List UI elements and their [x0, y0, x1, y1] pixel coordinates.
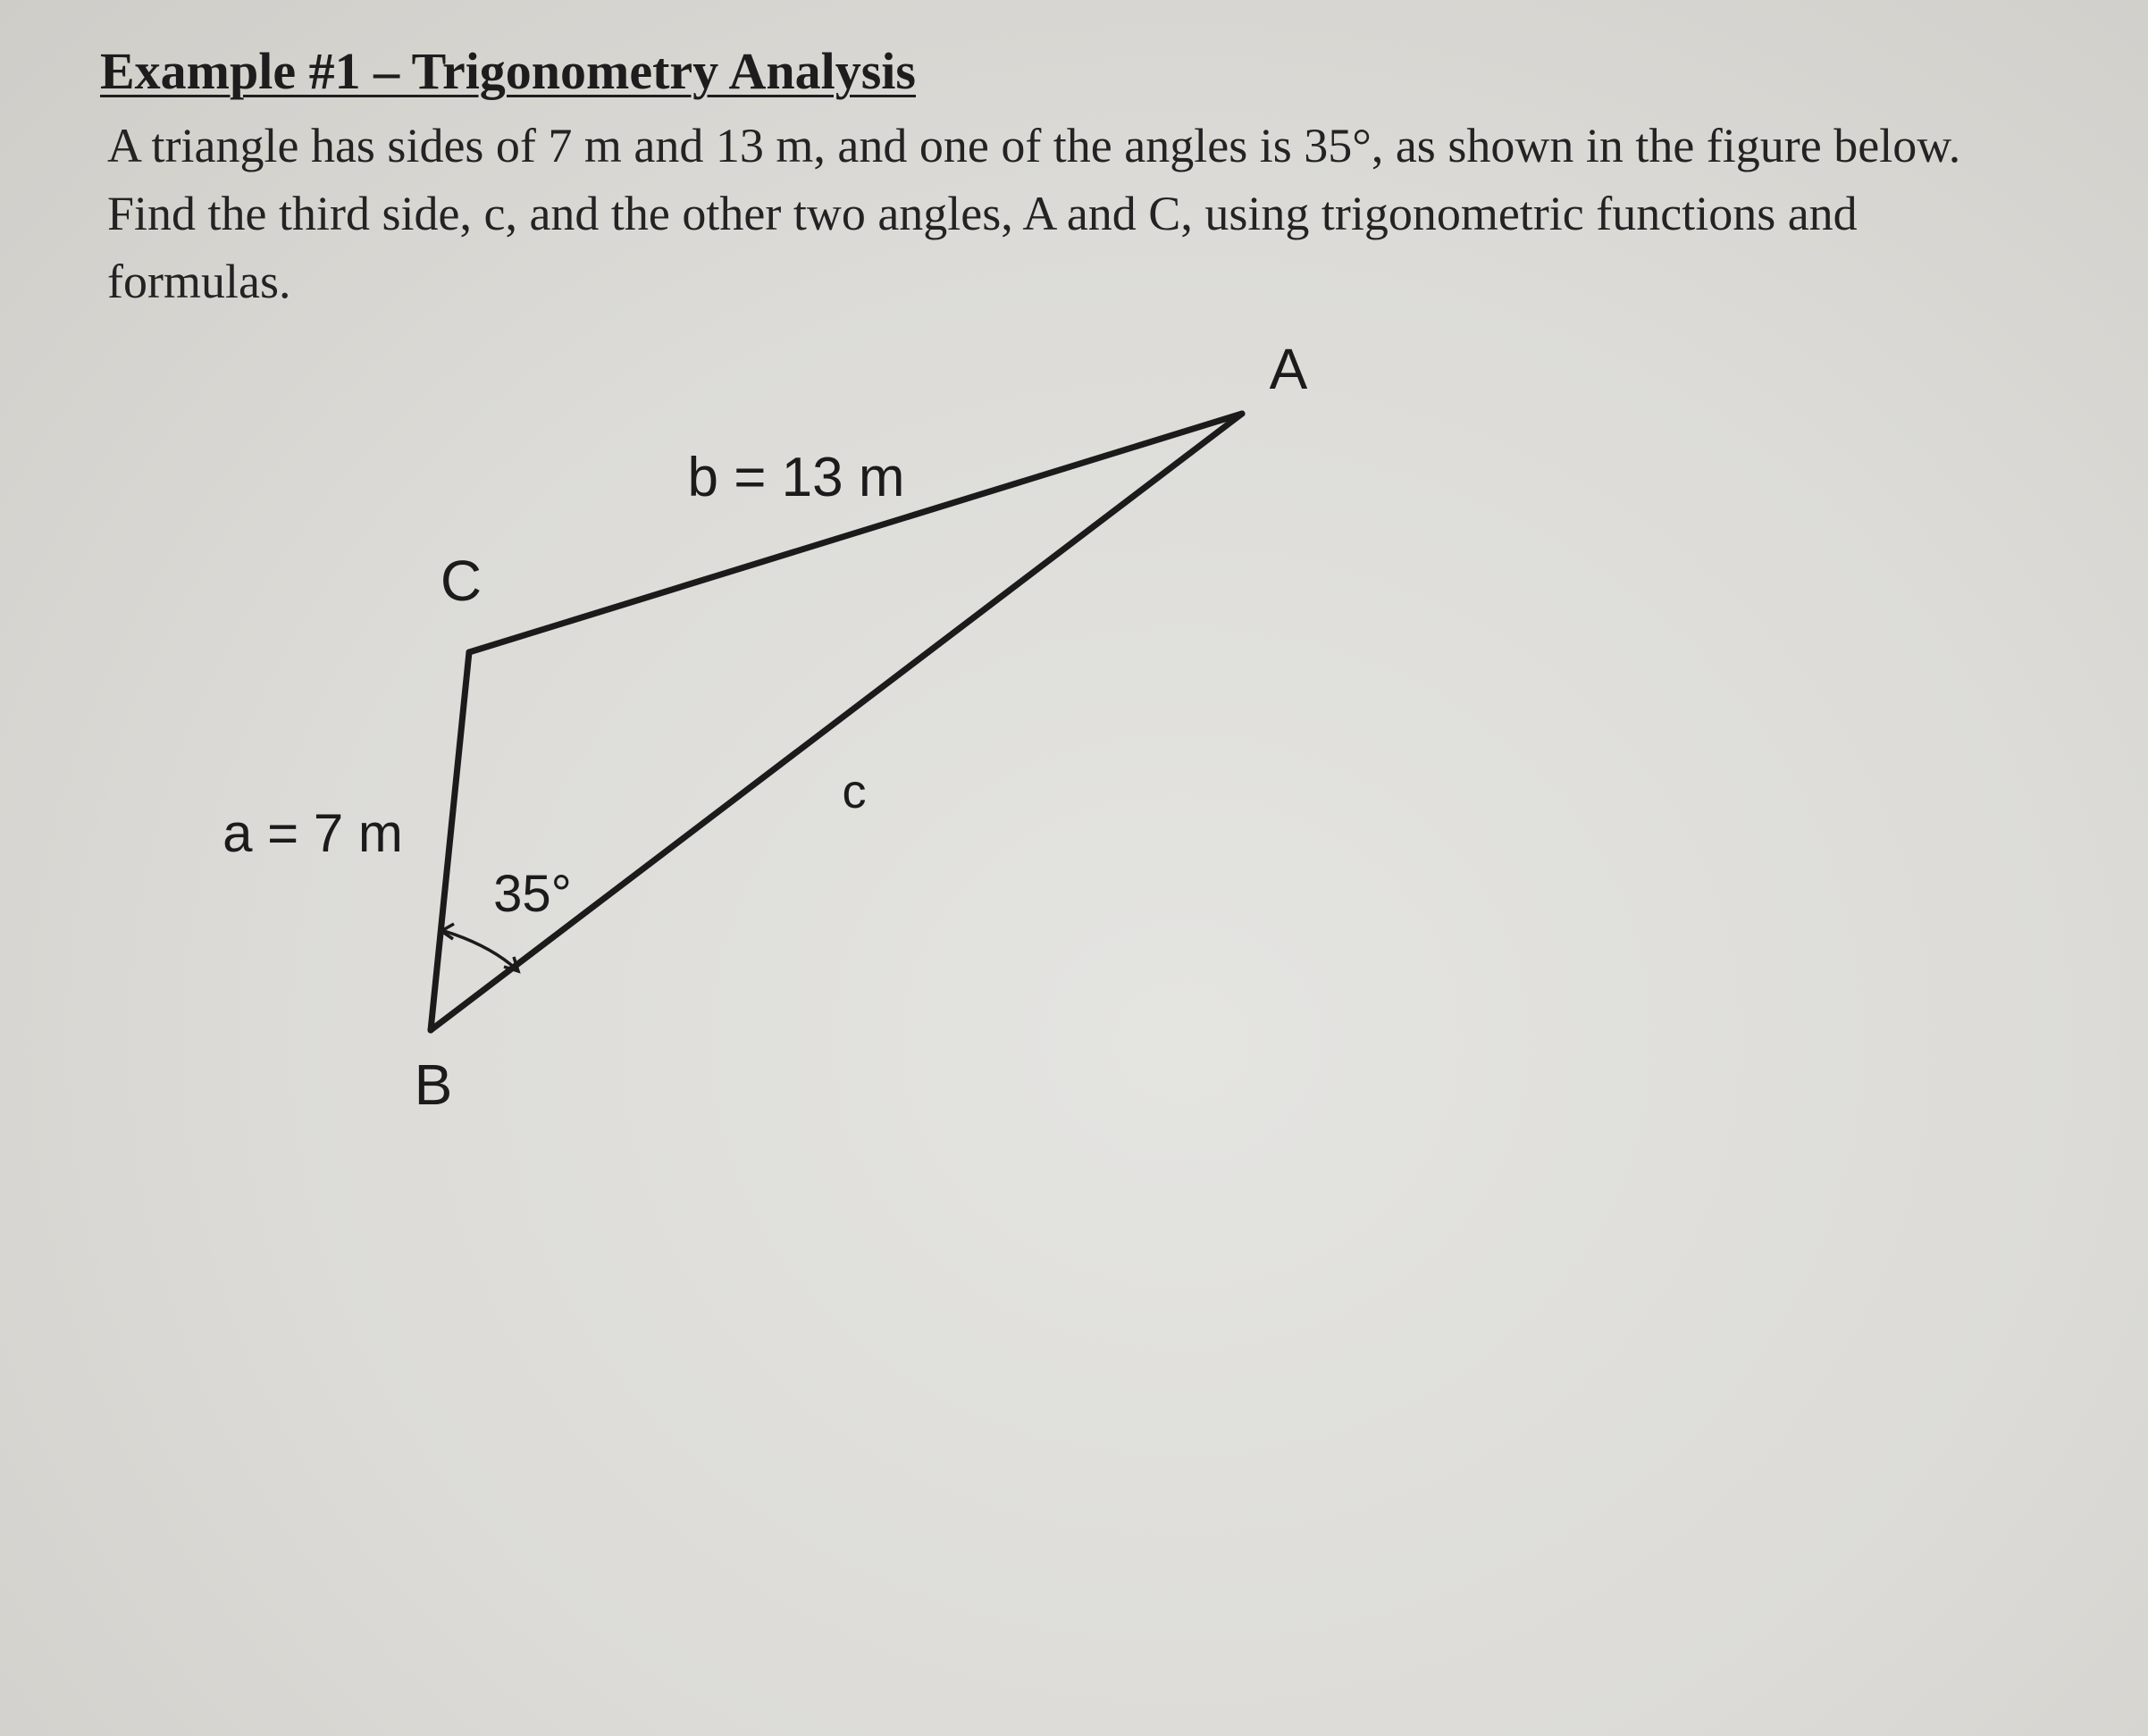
angle-arc — [444, 931, 516, 969]
vertex-label-b: B — [414, 1053, 453, 1117]
problem-line-2: Find the third side, c, and the other two angles, A and C, using trigonometric functions and — [107, 187, 1858, 240]
vertex-label-c: C — [440, 549, 482, 613]
side-label-c: c — [842, 765, 867, 818]
vertex-label-a: A — [1269, 337, 1308, 401]
angle-label-35: 35° — [493, 865, 572, 923]
side-label-a: a = 7 m — [222, 803, 403, 863]
problem-line-1: A triangle has sides of 7 m and 13 m, and one of the angles is 35°, as shown in the figure below. — [107, 119, 1961, 172]
side-label-b: b = 13 m — [687, 447, 905, 508]
example-title: Example #1 – Trigonometry Analysis — [100, 42, 916, 100]
side-a-line — [431, 652, 469, 1030]
problem-line-3: formulas. — [107, 255, 291, 308]
